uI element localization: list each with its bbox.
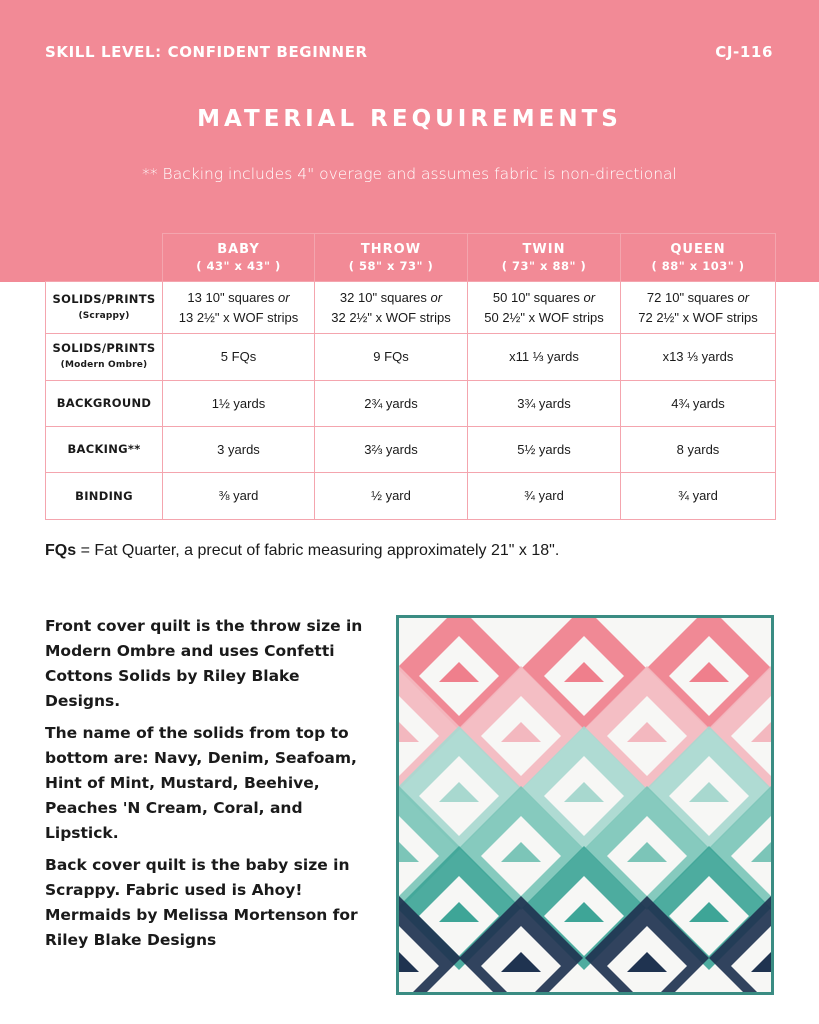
row-header: SOLIDS/PRINTS (Scrappy) <box>46 282 163 334</box>
table-cell: 32 10" squares or 32 2½" x WOF strips <box>315 282 468 334</box>
pattern-code: CJ-116 <box>715 43 773 61</box>
table-cell: x13 ⅓ yards <box>621 334 776 381</box>
backing-note: ** Backing includes 4" overage and assumes fabric is non-directional <box>142 165 677 183</box>
table-cell: 4¾ yards <box>621 381 776 427</box>
table-cell: 13 10" squares or 13 2½" x WOF strips <box>163 282 315 334</box>
back-cover-description: Back cover quilt is the baby size in Scrappy. Fabric used is Ahoy! Mermaids by Melissa Mortenson for Riley Blake Designs <box>45 856 358 949</box>
fq-definition <box>45 542 559 560</box>
quilt-photo <box>396 615 774 995</box>
material-requirements-table <box>45 233 776 520</box>
row-header: BACKGROUND <box>46 381 163 427</box>
table-cell: 5 FQs <box>163 334 315 381</box>
table-cell: ½ yard <box>315 473 468 520</box>
row-header: BINDING <box>46 473 163 520</box>
quilt-image <box>399 618 771 992</box>
table-cell: 3⅔ yards <box>315 427 468 473</box>
table-cell: 2¾ yards <box>315 381 468 427</box>
table-cell: 9 FQs <box>315 334 468 381</box>
column-header-throw: THROW ( 58" x 73" ) <box>315 234 468 282</box>
table-row <box>46 381 776 427</box>
table-cell: 72 10" squares or 72 2½" x WOF strips <box>621 282 776 334</box>
row-header: BACKING** <box>46 427 163 473</box>
table-cell: 3 yards <box>163 427 315 473</box>
table-row <box>46 334 776 381</box>
column-header-baby: BABY ( 43" x 43" ) <box>163 234 315 282</box>
table-header-row <box>46 234 776 282</box>
table-corner <box>46 234 163 282</box>
fq-term: FQs <box>45 542 77 559</box>
table-row <box>46 282 776 334</box>
page-title: MATERIAL REQUIREMENTS <box>197 106 622 132</box>
table-cell: ¾ yard <box>468 473 621 520</box>
table-row <box>46 473 776 520</box>
table-cell: ¾ yard <box>621 473 776 520</box>
skill-level: SKILL LEVEL: CONFIDENT BEGINNER <box>45 43 368 61</box>
table-row <box>46 427 776 473</box>
table-cell: 1½ yards <box>163 381 315 427</box>
row-header: SOLIDS/PRINTS (Modern Ombre) <box>46 334 163 381</box>
solids-list-description: The name of the solids from top to bottom are: Navy, Denim, Seafoam, Hint of Mint, Mustard, Beehive, Peaches 'N Cream, Coral, and Lipstick. <box>45 724 357 842</box>
table-cell: 3¾ yards <box>468 381 621 427</box>
column-header-queen: QUEEN ( 88" x 103" ) <box>621 234 776 282</box>
fq-text: = Fat Quarter, a precut of fabric measuring approximately 21" x 18". <box>76 542 560 559</box>
table-cell: 5½ yards <box>468 427 621 473</box>
table-cell: ⅜ yard <box>163 473 315 520</box>
front-cover-description: Front cover quilt is the throw size in Modern Ombre and uses Confetti Cottons Solids by Riley Blake Designs. <box>45 617 363 710</box>
table-cell: 8 yards <box>621 427 776 473</box>
table-cell: 50 10" squares or 50 2½" x WOF strips <box>468 282 621 334</box>
table-cell: x11 ⅓ yards <box>468 334 621 381</box>
column-header-twin: TWIN ( 73" x 88" ) <box>468 234 621 282</box>
